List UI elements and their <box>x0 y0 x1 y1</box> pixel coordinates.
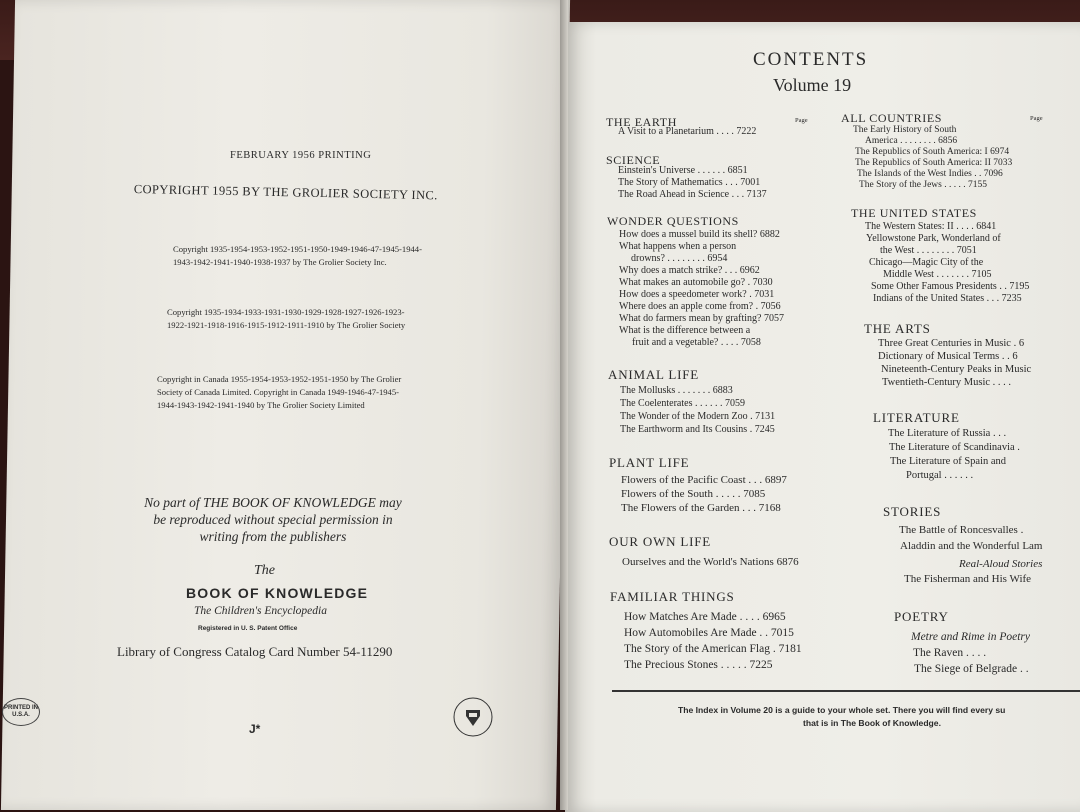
footer-divider <box>612 690 1080 692</box>
section-literature: LITERATURE <box>873 410 960 425</box>
section-united-states: THE UNITED STATES <box>851 206 977 220</box>
section-the-arts: THE ARTS <box>864 321 931 336</box>
toc-entry: The Story of the Jews . . . . . 7155 <box>859 180 987 190</box>
toc-entry: The Literature of Russia . . . <box>888 428 1007 439</box>
reproduction-notice: No part of THE BOOK OF KNOWLEDGE may be reproduced without special permission in writing from the publishers <box>144 495 402 544</box>
toc-entry: The Wonder of the Modern Zoo . 7131 <box>620 411 776 422</box>
contents-heading: CONTENTS <box>753 49 869 70</box>
toc-entry: The Earthworm and Its Cousins . 7245 <box>620 424 775 435</box>
signature-mark: J* <box>249 722 261 736</box>
toc-entry: fruit and a vegetable? . . . . 7058 <box>632 337 761 348</box>
toc-entry: The Literature of Scandinavia . <box>889 442 1020 453</box>
toc-entry: Twentieth-Century Music . . . . <box>882 377 1012 388</box>
book-title-the: The <box>254 563 275 578</box>
union-label-logo <box>452 696 494 738</box>
section-animal-life: ANIMAL LIFE <box>608 367 700 382</box>
toc-entry: Middle West . . . . . . . 7105 <box>883 269 992 280</box>
toc-entry: How does a mussel build its shell? 6882 <box>619 229 780 240</box>
toc-entry: The Fisherman and His Wife <box>904 573 1032 585</box>
section-all-countries: ALL COUNTRIES <box>841 111 943 125</box>
toc-entry: Chicago—Magic City of the <box>869 257 984 268</box>
toc-entry: Some Other Famous Presidents . . 7195 <box>871 281 1030 292</box>
book-gutter <box>560 0 568 810</box>
section-our-own-life: OUR OWN LIFE <box>609 534 712 549</box>
section-the-earth: THE EARTH <box>606 115 678 129</box>
toc-entry: Nineteenth-Century Peaks in Music <box>881 364 1032 375</box>
toc-entry: What is the difference between a <box>619 325 751 336</box>
toc-entry: Einstein's Universe . . . . . . 6851 <box>618 165 748 176</box>
copyright-older: Copyright 1935-1934-1933-1931-1930-1929-1928-1927-1926-1923-1922-1921-1918-1916-1915-1912-1911-1910 by The Grolier Society <box>167 307 406 330</box>
toc-entry: How Matches Are Made . . . . 6965 <box>624 611 786 623</box>
toc-entry: The Islands of the West Indies . . 7096 <box>857 169 1003 179</box>
trademark-registration: Registered in U. S. Patent Office <box>198 625 298 632</box>
toc-entry: Flowers of the South . . . . . 7085 <box>621 488 766 500</box>
toc-entry: The Flowers of the Garden . . . 7168 <box>621 502 781 514</box>
catalog-card-number: Library of Congress Catalog Card Number 54-11290 <box>117 644 393 659</box>
toc-entry: The Battle of Roncesvalles . <box>899 524 1024 536</box>
book-title: BOOK OF KNOWLEDGE <box>186 585 369 601</box>
toc-entry: Portugal . . . . . . <box>906 470 974 481</box>
toc-entry: Metre and Rime in Poetry <box>911 631 1031 643</box>
toc-entry: Ourselves and the World's Nations 6876 <box>622 556 799 568</box>
copyright-us: Copyright 1935-1954-1953-1952-1951-1950-1949-1946-47-1945-1944-1943-1942-1941-1940-1938-1937 by The Grolier Society Inc. <box>173 244 422 267</box>
page-column-label-1: Page <box>795 117 808 124</box>
footer-line-2: that is in The Book of Knowledge. <box>803 718 941 728</box>
toc-entry: A Visit to a Planetarium . . . . 7222 <box>618 126 757 137</box>
toc-entry: Why does a match strike? . . . 6962 <box>619 265 760 276</box>
footer-line-1: The Index in Volume 20 is a guide to your whole set. There you will find every su <box>678 705 1006 715</box>
printed-in-usa-stamp: PRINTED IN U.S.A. <box>2 698 40 726</box>
toc-entry: Dictionary of Musical Terms . . 6 <box>878 351 1018 362</box>
toc-entry: Yellowstone Park, Wonderland of <box>866 233 1001 244</box>
section-wonder-questions: WONDER QUESTIONS <box>607 214 739 228</box>
toc-entry: The Story of the American Flag . 7181 <box>624 643 802 655</box>
page-column-label-2: Page <box>1030 115 1043 122</box>
toc-entry: Indians of the United States . . . 7235 <box>873 293 1022 304</box>
copyright-main: COPYRIGHT 1955 BY THE GROLIER SOCIETY INC. <box>133 182 438 203</box>
toc-entry: America . . . . . . . . 6856 <box>865 136 958 146</box>
toc-entry: The Raven . . . . <box>913 647 987 659</box>
union-label-icon <box>452 696 494 738</box>
toc-entry: The Mollusks . . . . . . . 6883 <box>620 385 733 396</box>
toc-entry: The Siege of Belgrade . . <box>914 663 1029 675</box>
toc-entry: The Road Ahead in Science . . . 7137 <box>618 189 767 200</box>
toc-entry: Three Great Centuries in Music . 6 <box>878 338 1025 349</box>
section-science: SCIENCE <box>606 153 661 167</box>
toc-entry: The Republics of South America: II 7033 <box>855 158 1013 168</box>
toc-entry: The Early History of South <box>853 125 957 135</box>
toc-entry: The Republics of South America: I 6974 <box>855 147 1010 157</box>
section-familiar-things: FAMILIAR THINGS <box>610 589 735 604</box>
toc-entry: The Story of Mathematics . . . 7001 <box>618 177 761 188</box>
toc-entry: How does a speedometer work? . 7031 <box>619 289 775 300</box>
toc-entry: Flowers of the Pacific Coast . . . 6897 <box>621 474 787 486</box>
toc-entry: What do farmers mean by grafting? 7057 <box>619 313 784 324</box>
section-plant-life: PLANT LIFE <box>609 455 690 470</box>
toc-entry: Where does an apple come from? . 7056 <box>619 301 781 312</box>
toc-entry: The Coelenterates . . . . . . 7059 <box>620 398 745 409</box>
toc-entry: The Precious Stones . . . . . 7225 <box>624 659 773 671</box>
toc-entry: drowns? . . . . . . . . 6954 <box>631 253 728 264</box>
toc-entry: What makes an automobile go? . 7030 <box>619 277 773 288</box>
section-poetry: POETRY <box>894 609 949 624</box>
book-subtitle: The Children's Encyclopedia <box>194 605 327 617</box>
printing-date: FEBRUARY 1956 PRINTING <box>230 150 372 161</box>
toc-entry: The Literature of Spain and <box>890 456 1007 467</box>
section-stories: STORIES <box>883 504 942 519</box>
toc-entry: Aladdin and the Wonderful Lam <box>900 540 1043 552</box>
toc-entry: The Western States: II . . . . 6841 <box>865 221 997 232</box>
volume-number: Volume 19 <box>773 75 852 95</box>
copyright-canada: Copyright in Canada 1955-1954-1953-1952-1951-1950 by The Grolier Society of Canada Limited. Copyright in Canada 1949-1946-47-1945-1944-1943-1942-1941-1940 by The Grolier Society Limited <box>157 374 402 410</box>
toc-entry: How Automobiles Are Made . . 7015 <box>624 627 794 639</box>
toc-entry: Real-Aloud Stories <box>959 558 1043 570</box>
toc-entry: What happens when a person <box>619 241 737 252</box>
toc-entry: the West . . . . . . . . 7051 <box>880 245 977 256</box>
